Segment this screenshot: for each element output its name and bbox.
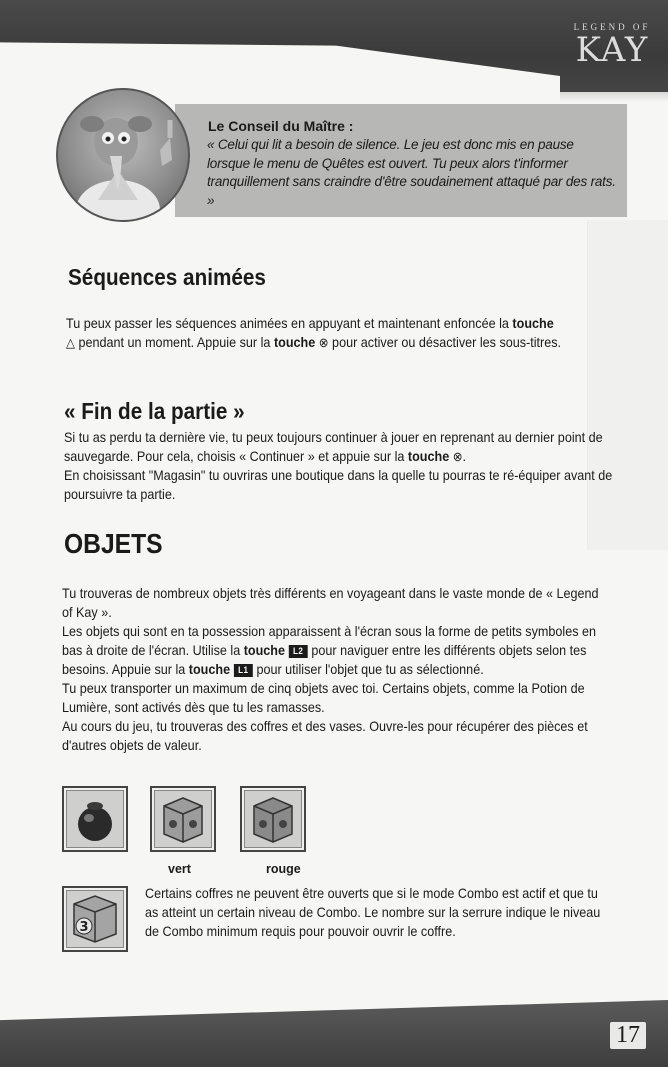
game-logo: [566, 22, 658, 68]
footer-band: [0, 1000, 668, 1067]
objects-capacity-text: Tu peux transporter un maximum de cinq objets avec toi. Certains objets, comme la Potion de Lumière, sont activés dès que tu les ramasses.: [62, 680, 585, 715]
game-over-shop-text: En choisissant "Magasin" tu ouvriras une boutique dans la quelle tu pourras te ré-équiper avant de poursuivre ta partie.: [64, 467, 613, 502]
combo-chest-icon: [64, 888, 126, 950]
button-word: touche: [243, 642, 286, 658]
combo-paragraph: [145, 884, 606, 941]
chest-icon: [152, 788, 214, 850]
master-figure-icon: [58, 90, 188, 220]
button-word: touche: [512, 315, 554, 331]
objects-intro-text: Tu trouveras de nombreux objets très différents en voyageant dans le vaste monde de « Legend of Kay ».: [62, 585, 599, 620]
cutscenes-text-a: Tu peux passer les séquences animées en appuyant et maintenant enfoncée la: [66, 315, 513, 331]
cross-button-icon: ⊗: [452, 449, 463, 464]
tip-text: « Celui qui lit a besoin de silence. Le jeu est donc mis en pause lorsque le menu de Quêtes est ouvert. Tu peux alors t'informer tranquillement sans craindre d'être soudainement attaqué par des rats. »: [207, 137, 616, 208]
game-over-period: .: [462, 448, 467, 464]
objects-chests-text: Au cours du jeu, tu trouveras des coffres et des vases. Ouvre-les pour récupérer des pièces et d'autres objets de valeur.: [62, 718, 588, 753]
l1-button-icon: L1: [234, 664, 253, 677]
chest-icon: [242, 788, 304, 850]
section-heading-objects: OBJETS: [64, 528, 163, 559]
cutscenes-paragraph: [66, 314, 606, 352]
objects-text-a: Les objets qui sont en ta possession apparaissent à l'écran sous la forme de petits symboles en bas à droite de l'écran. Utilise la: [62, 623, 597, 658]
master-portrait: [56, 88, 190, 222]
objects-text-b: pour naviguer entre les différents objets selon tes besoins. Appuie sur la: [62, 642, 587, 677]
page-number: 17: [610, 1022, 646, 1049]
vase-icon: [64, 788, 126, 850]
objects-text-c: pour utiliser l'objet que tu as sélectionné.: [252, 661, 484, 677]
cross-button-icon: ⊗: [318, 335, 329, 350]
button-word: touche: [188, 661, 231, 677]
triangle-button-icon: △: [66, 335, 75, 350]
combo-level-number: 3: [79, 920, 89, 935]
green-chest-image: [150, 786, 216, 852]
master-tip-box: [175, 104, 627, 217]
tip-title: Le Conseil du Maître :: [208, 118, 354, 134]
cutscenes-text-c: pour activer ou désactiver les sous-titres.: [328, 334, 562, 350]
red-chest-image: [240, 786, 306, 852]
caption-green: vert: [168, 862, 191, 876]
game-over-paragraph: [64, 428, 613, 504]
logo-top-text: LEGEND OF: [573, 22, 651, 32]
section-heading-cutscenes: Séquences animées: [68, 264, 266, 290]
button-word: touche: [407, 448, 450, 464]
game-over-text: Si tu as perdu ta dernière vie, tu peux toujours continuer à jouer en reprenant au dernier point de sauvegarde. Pour cela, choisis « Continuer » et appuie sur la: [64, 429, 603, 464]
section-heading-game-over: « Fin de la partie »: [64, 398, 245, 424]
combo-chest-image: [62, 886, 128, 952]
combo-text: Certains coffres ne peuvent être ouverts que si le mode Combo est actif et que tu as atteint un certain niveau de Combo. Le nombre sur la serrure indique le niveau de Combo minimum requis pour pouvoir ouvrir le coffre.: [145, 885, 601, 939]
l2-button-icon: L2: [289, 645, 308, 658]
cutscenes-text-b: pendant un moment. Appuie sur la: [75, 334, 274, 350]
objects-paragraph: [62, 584, 611, 755]
vase-item-image: [62, 786, 128, 852]
caption-red: rouge: [266, 862, 301, 876]
logo-main-text: KAY: [575, 30, 649, 70]
button-word: touche: [273, 334, 316, 350]
